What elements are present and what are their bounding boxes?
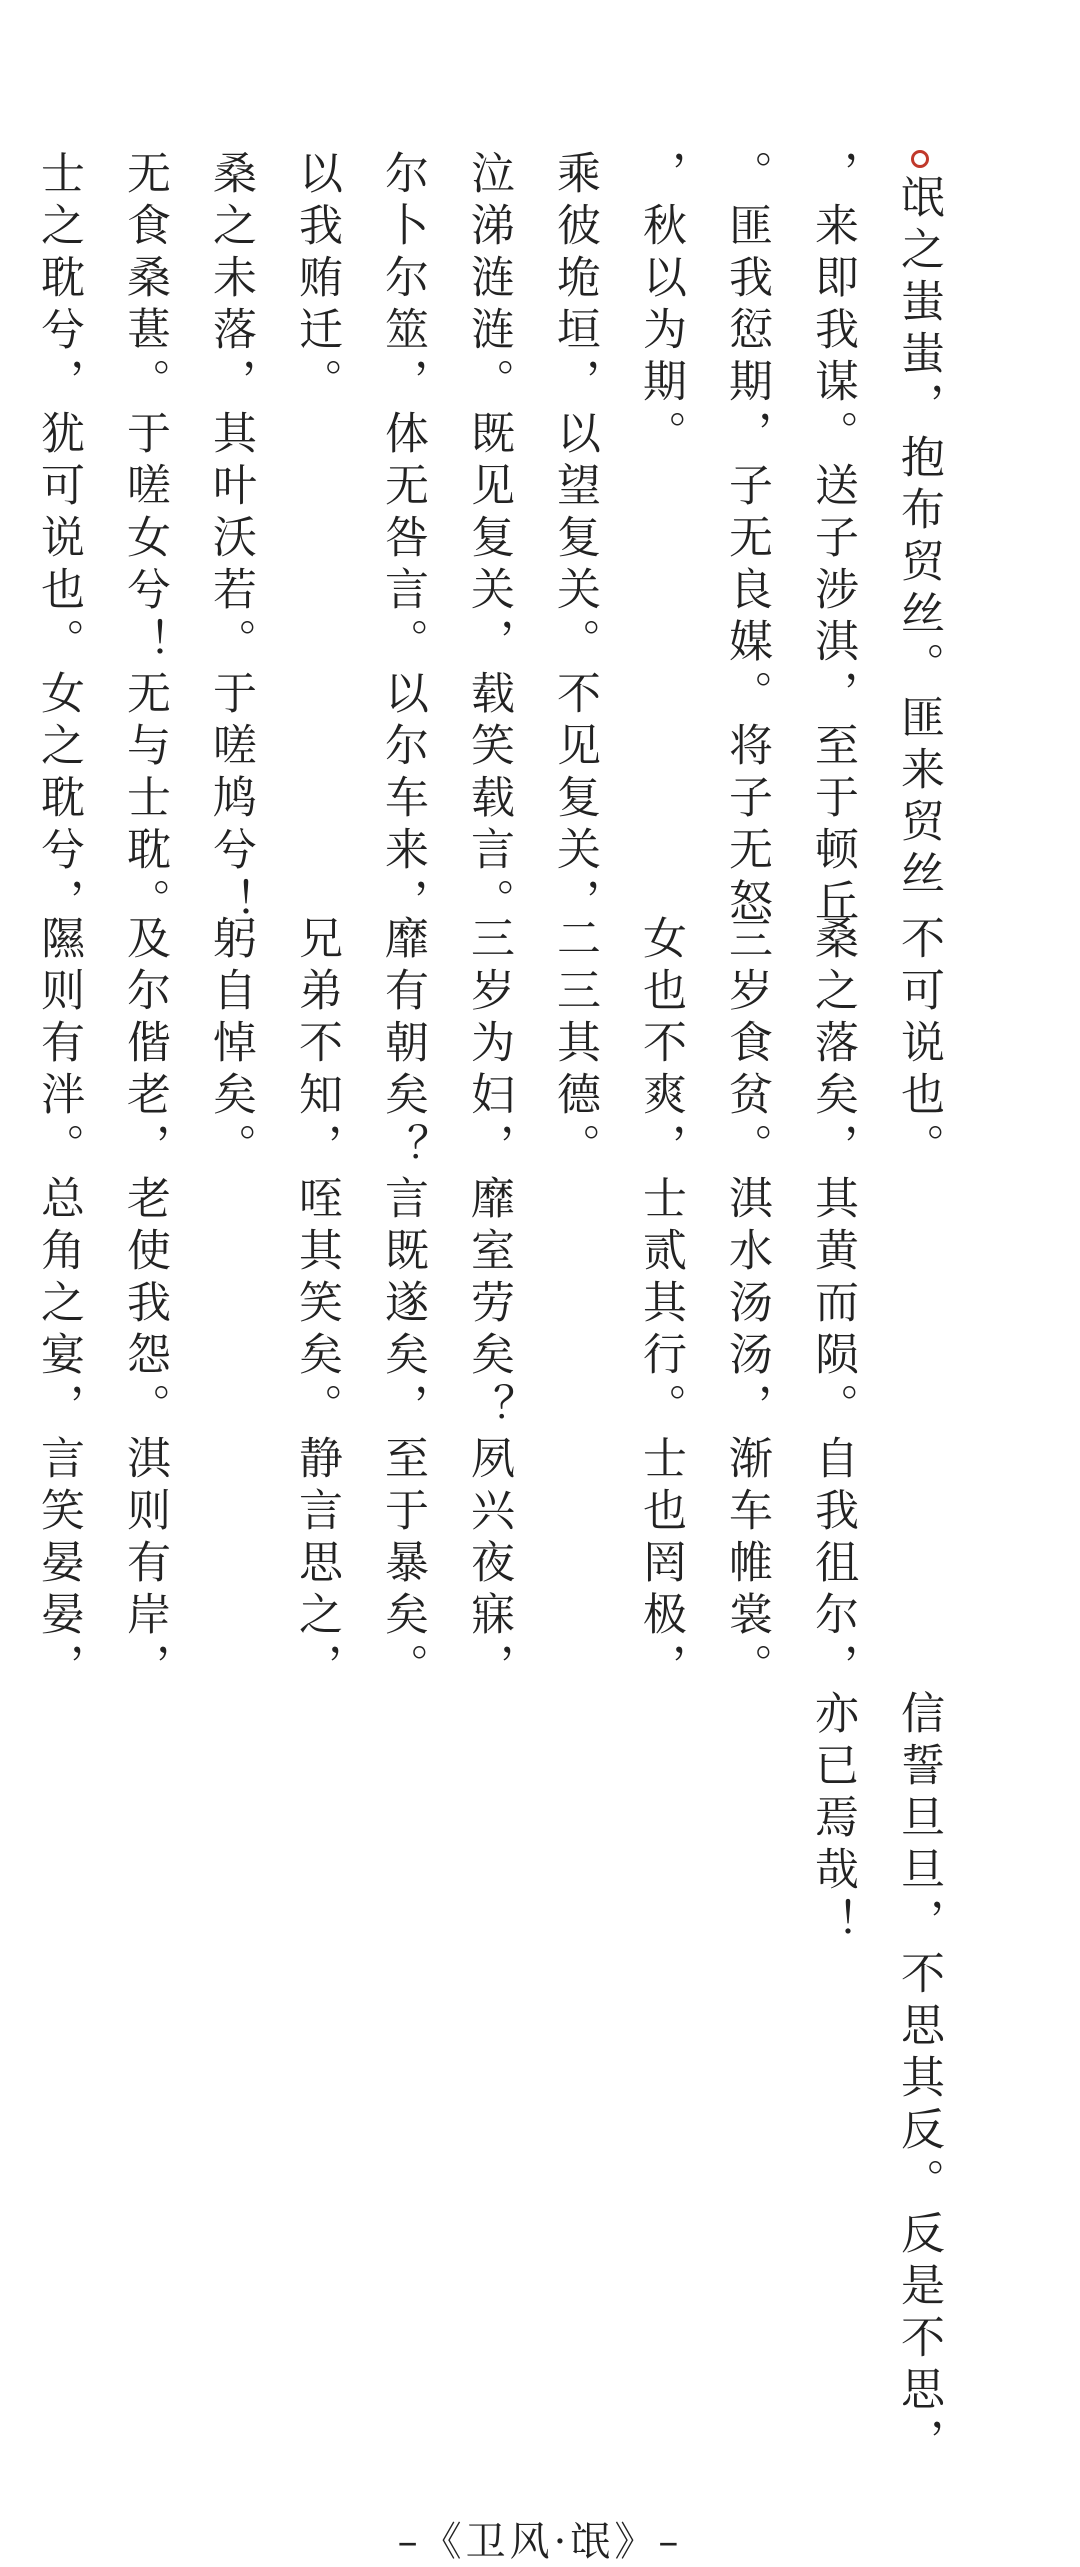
poem-column [252, 150, 342, 410]
poem-line: 无食桑葚。于嗟女兮！无与士耽。 [119, 150, 170, 930]
poem-column [252, 915, 342, 1695]
poem-column [768, 150, 858, 930]
poem-column [854, 150, 944, 902]
poem-source: –《卫风·氓》– [397, 2519, 683, 2565]
poem-column [166, 915, 256, 1175]
poem-line: 乘彼垝垣，以望复关。不见复关， [549, 150, 600, 930]
poem-column [424, 915, 514, 1695]
poem-line: 以我贿迁。 [291, 150, 342, 410]
poem-line: 氓之蚩蚩，抱布贸丝。匪来贸丝 [893, 174, 944, 902]
poem-column [510, 915, 600, 1175]
poem-block-3 [768, 1690, 944, 2470]
poem-line: 隰则有泮。总角之宴，言笑晏晏， [33, 915, 84, 1695]
poem-column [0, 915, 84, 1695]
poem-line: 不可说也。 [893, 915, 944, 1175]
poem-column [854, 915, 944, 1175]
poem-block-1 [0, 150, 944, 930]
poem-line: 靡有朝矣？言既遂矣，至于暴矣。 [377, 915, 428, 1695]
poem-column [768, 1690, 858, 1950]
poem-line: 三岁食贫。淇水汤汤，渐车帷裳。 [721, 915, 772, 1695]
poem-column [338, 915, 428, 1695]
poem-line: 兄弟不知，咥其笑矣。静言思之， [291, 915, 342, 1695]
poem-column [596, 150, 686, 462]
circle-mark-icon [911, 150, 929, 168]
poem-line: ，秋以为期。 [635, 150, 686, 462]
poem-line: 。匪我愆期，子无良媒。将子无怒 [721, 150, 772, 930]
poem-column [682, 150, 772, 930]
poem-block-2 [0, 915, 944, 1695]
poem-line: 亦已焉哉！ [807, 1690, 858, 1950]
poem-column [424, 150, 514, 930]
poem-line: 桑之未落，其叶沃若。于嗟鸠兮！ [205, 150, 256, 930]
poem-line: 三岁为妇，靡室劳矣？夙兴夜寐， [463, 915, 514, 1695]
poem-column [510, 150, 600, 930]
poem-line: 二三其德。 [549, 915, 600, 1175]
poem-line: 泣涕涟涟。既见复关，载笑载言。 [463, 150, 514, 930]
poem-column [80, 150, 170, 930]
poem-column [596, 915, 686, 1695]
poem-column [166, 150, 256, 930]
poem-line: 女也不爽，士贰其行。士也罔极， [635, 915, 686, 1695]
poem-column [854, 1690, 944, 2470]
poem-line: 尔卜尔筮，体无咎言。以尔车来， [377, 150, 428, 930]
poem-line: 桑之落矣，其黄而陨。自我徂尔， [807, 915, 858, 1695]
poem-line: 躬自悼矣。 [205, 915, 256, 1175]
poem-column [338, 150, 428, 930]
poem-line: 信誓旦旦，不思其反。反是不思， [893, 1690, 944, 2470]
poem-column [0, 150, 84, 930]
poem-column [768, 915, 858, 1695]
poem-line: ，来即我谋。送子涉淇，至于顿丘 [807, 150, 858, 930]
poem-line: 士之耽兮，犹可说也。女之耽兮， [33, 150, 84, 930]
poem-column [80, 915, 170, 1695]
poem-column [682, 915, 772, 1695]
poem-line: 及尔偕老，老使我怨。淇则有岸， [119, 915, 170, 1695]
